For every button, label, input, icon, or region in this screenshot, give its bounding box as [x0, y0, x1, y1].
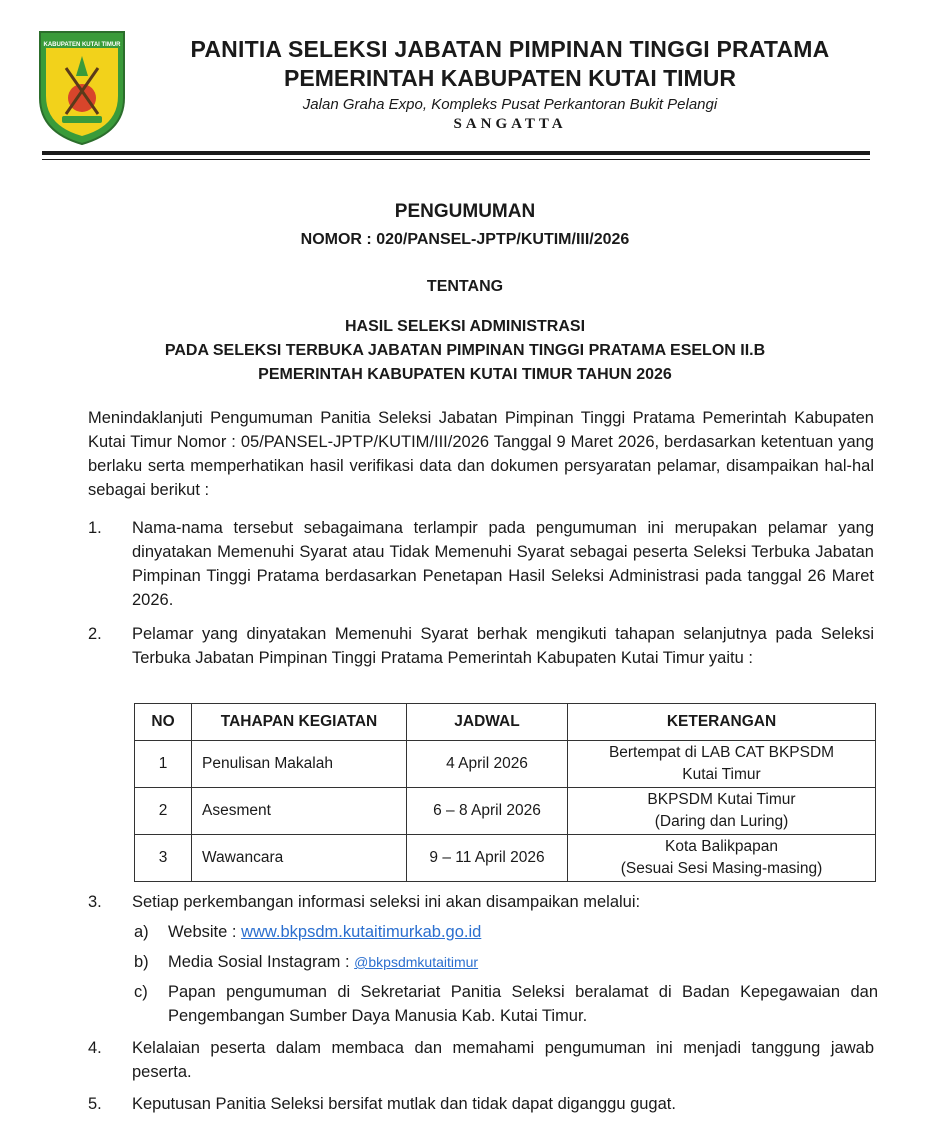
ket-line: Bertempat di LAB CAT BKPSDM	[608, 744, 835, 761]
website-link[interactable]: www.bkpsdm.kutaitimurkab.go.id	[241, 923, 482, 941]
cell-no: 2	[135, 788, 192, 835]
document-number: NOMOR : 020/PANSEL-JPTP/KUTIM/III/2026	[300, 231, 630, 248]
table-row	[135, 835, 876, 882]
cell-keterangan	[568, 741, 876, 788]
item-text: Nama-nama tersebut sebagaimana terlampir pada pengumuman ini merupakan pelamar yang dinyatakan Memenuhi Syarat atau Tidak Memenuhi Syarat sebagai peserta Seleksi Terbuka Jabatan Pimpinan Tinggi Pratama berdasarkan Penetapan Hasil Seleksi Administrasi pada tanggal 26 Maret 2026.	[132, 519, 874, 609]
item-number: 3.	[88, 893, 102, 911]
document-title: PENGUMUMAN	[394, 201, 536, 222]
header-line1: PANITIA SELEKSI JABATAN PIMPINAN TINGGI PRATAMA	[190, 36, 830, 62]
ket-line: Kota Balikpapan	[665, 838, 778, 855]
intro-paragraph: Menindaklanjuti Pengumuman Panitia Seleksi Jabatan Pimpinan Tinggi Pratama Pemerintah Kabupaten Kutai Timur Nomor : 05/PANSEL-JPTP/KUTIM/III/2026 Tanggal 9 Maret 2026, berdasarkan ketentuan yang berlaku serta memperhatikan hasil verifikasi data dan dokumen persyaratan pelamar, disampaikan hal-hal sebagai berikut :	[88, 409, 874, 499]
col-header-keterangan: KETERANGAN	[568, 704, 876, 741]
item-number: 5.	[88, 1095, 102, 1113]
ket-line: (Sesuai Sesi Masing-masing)	[620, 860, 823, 877]
cell-keterangan	[568, 835, 876, 882]
kutai-timur-emblem	[36, 28, 128, 146]
item-number: 1.	[88, 519, 102, 537]
col-header-kegiatan: TAHAPAN KEGIATAN	[192, 704, 407, 741]
sub-label: b)	[134, 953, 149, 971]
schedule-table	[134, 703, 876, 882]
table-row	[135, 788, 876, 835]
subject-line1: HASIL SELEKSI ADMINISTRASI	[344, 318, 586, 335]
sub-label: c)	[134, 983, 148, 1001]
col-header-jadwal: JADWAL	[407, 704, 568, 741]
table-header-row	[135, 704, 876, 741]
header-address: Jalan Graha Expo, Kompleks Pusat Perkantoran Bukit Pelangi	[302, 96, 718, 113]
board-text: Papan pengumuman di Sekretariat Panitia Seleksi beralamat di Badan Kepegawaian dan Pengembangan Sumber Daya Manusia Kab. Kutai Timur.	[168, 983, 878, 1025]
cell-keterangan	[568, 788, 876, 835]
ket-line: (Daring dan Luring)	[654, 813, 789, 830]
header-city: SANGATTA	[453, 116, 567, 132]
instagram-link[interactable]: @bkpsdmkutaitimur	[354, 954, 479, 970]
website-label: Website :	[168, 923, 242, 941]
cell-kegiatan: Asesment	[192, 788, 407, 835]
sub-label: a)	[134, 923, 149, 941]
item-number: 4.	[88, 1039, 102, 1057]
subject-line2: PADA SELEKSI TERBUKA JABATAN PIMPINAN TINGGI PRATAMA ESELON II.B	[164, 342, 766, 359]
item-number: 2.	[88, 625, 102, 643]
cell-no: 1	[135, 741, 192, 788]
cell-kegiatan: Wawancara	[192, 835, 407, 882]
cell-no: 3	[135, 835, 192, 882]
ket-line: Kutai Timur	[682, 766, 761, 783]
item-text: Pelamar yang dinyatakan Memenuhi Syarat berhak mengikuti tahapan selanjutnya pada Seleksi Terbuka Jabatan Pimpinan Tinggi Pratama Pemerintah Kabupaten Kutai Timur yaitu :	[132, 625, 874, 667]
table-row	[135, 741, 876, 788]
ket-line: BKPSDM Kutai Timur	[647, 791, 796, 808]
instagram-label: Media Sosial Instagram :	[168, 953, 355, 971]
cell-jadwal: 9 – 11 April 2026	[407, 835, 568, 882]
item-text: Kelalaian peserta dalam membaca dan memahami pengumuman ini menjadi tanggung jawab peserta.	[132, 1039, 874, 1081]
emblem-text: KABUPATEN KUTAI TIMUR	[43, 42, 121, 48]
cell-jadwal: 4 April 2026	[407, 741, 568, 788]
header-line2: PEMERINTAH KABUPATEN KUTAI TIMUR	[284, 65, 736, 91]
header-rule-thick	[42, 151, 870, 155]
document-tentang: TENTANG	[426, 278, 504, 295]
cell-kegiatan: Penulisan Makalah	[192, 741, 407, 788]
col-header-no: NO	[135, 704, 192, 741]
item-text: Setiap perkembangan informasi seleksi ini akan disampaikan melalui:	[132, 893, 641, 911]
header-rule-thin	[42, 159, 870, 160]
subject-line3: PEMERINTAH KABUPATEN KUTAI TIMUR TAHUN 2026	[258, 366, 672, 383]
item-text: Keputusan Panitia Seleksi bersifat mutlak dan tidak dapat diganggu gugat.	[132, 1095, 676, 1113]
cell-jadwal: 6 – 8 April 2026	[407, 788, 568, 835]
